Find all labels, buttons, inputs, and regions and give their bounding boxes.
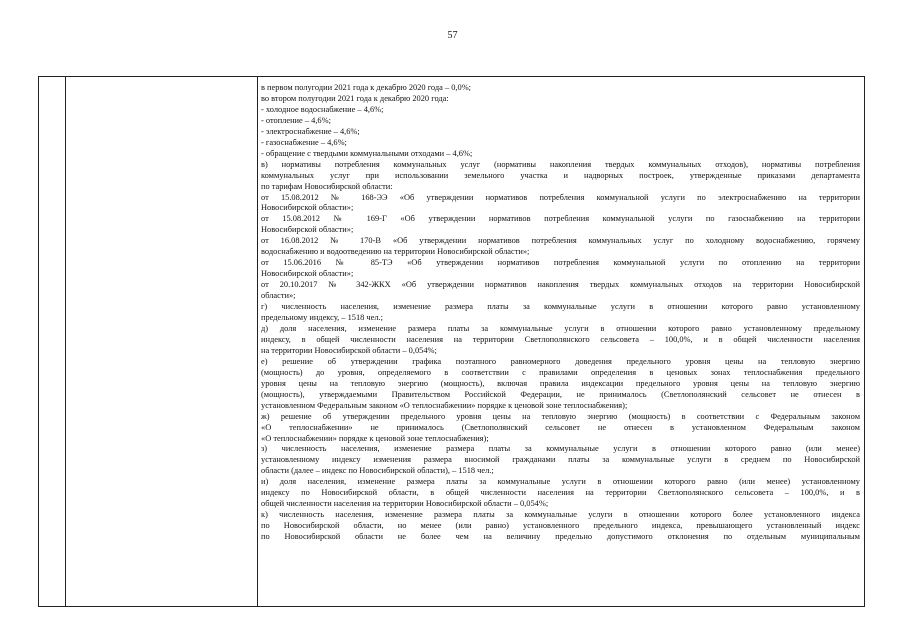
text-line: к) численность населения, изменение размера платы за коммунальные услуги в отношении которого более установленного индекса [261, 510, 860, 520]
text-line: общей численности населения на территории Новосибирской области – 0,054%; [261, 499, 549, 509]
text-line: установленном Федеральным законом «О теплоснабжении» порядке к ценовой зоне теплоснабжения); [261, 400, 628, 410]
table-column-name [65, 77, 258, 606]
text-line: (мощность) до уровня, определяемого в соответствии с правилами определения в ценовых зонах теплоснабжения предельного [261, 367, 860, 377]
text-line: ж) решение об утверждении предельного уровня цены на тепловую энергию (мощность) в соответствии с Федеральным законом [261, 411, 860, 421]
text-line: Новосибирской области»; [261, 225, 354, 235]
text-line: на территории Новосибирской области – 0,054%; [261, 345, 437, 355]
table-column-content [257, 77, 864, 606]
text-line: з) численность населения, изменение размера платы за коммунальные услуги в отношении которого равно (или менее) [261, 444, 860, 454]
text-line: по Новосибирской области, но менее (или равно) установленного предельного индекса, превышающего установленный индекс [261, 521, 860, 531]
text-line: от 15.06.2016 № 85-ТЭ «Об утверждении нормативов потребления коммунальной услуги по отоплению на территории [261, 258, 860, 268]
text-line: и) доля населения, изменение размера платы за коммунальные услуги в отношении которого равно (или менее) установленному [261, 477, 860, 487]
text-line: - холодное водоснабжение – 4,6%; [261, 104, 384, 114]
text-line: области»; [261, 291, 296, 301]
text-line: Новосибирской области»; [261, 269, 354, 279]
text-line: - газоснабжение – 4,6%; [261, 137, 347, 147]
text-line: в первом полугодии 2021 года к декабрю 2020 года – 0,0%; [261, 83, 471, 92]
text-line: индексу по Новосибирской области, в общей численности населения на территории Светлополянского сельсовета – 100,0%, и в [261, 488, 860, 498]
text-line: (мощность), утверждаемыми Правительством Российской Федерации, не принималось (Светлополянский сельсовет не отнесен в [261, 389, 860, 399]
text-line: г) численность населения, изменение размера платы за коммунальные услуги в отношении которого равно установленному [261, 302, 860, 312]
text-line: е) решение об утверждении графика поэтапного равномерного доведения предельного уровня цены на тепловую энергию [261, 356, 860, 366]
text-line: - отопление – 4,6%; [261, 115, 331, 125]
text-line: уровня цены на тепловую энергию (мощность), включая правила индексации предельного уровня цены на тепловую энергию [261, 378, 860, 388]
text-line: - обращение с твердыми коммунальными отходами – 4,6%; [261, 148, 473, 158]
text-line: по Новосибирской области не более чем на величину предельно допустимого отклонения по отдельным муниципальным [261, 532, 860, 542]
text-line: во втором полугодии 2021 года к декабрю 2020 года: [261, 93, 449, 103]
text-line: в) нормативы потребления коммунальных услуг (нормативы накопления твердых коммунальных отходов), нормативы потребления [261, 159, 860, 169]
text-line: «О теплоснабжении» не принималось (Светлополянский сельсовет не отнесен в установленном Федеральным законом [261, 422, 860, 432]
document-table [38, 76, 865, 607]
text-line: водоснабжению и водоотведению на территории Новосибирской области»; [261, 247, 530, 257]
text-line: установленному индексу изменения размера вносимой гражданами платы за коммунальные услуги в среднем по Новосибирской [261, 455, 860, 465]
text-line: области (далее – индекс по Новосибирской области), – 1518 чел.; [261, 466, 494, 476]
text-line: Новосибирской области»; [261, 203, 354, 213]
text-line: от 15.08.2012 № 169-Г «Об утверждении нормативов потребления коммунальной услуги по газоснабжению на территории [261, 214, 860, 224]
table-column-number [39, 77, 66, 606]
text-line: от 15.08.2012 № 168-ЭЭ «Об утверждении нормативов потребления коммунальной услуги по электроснабжению на территории [261, 192, 860, 202]
text-line: «О теплоснабжении» порядке к ценовой зоне теплоснабжения); [261, 433, 489, 443]
text-line: предельному индексу, – 1518 чел.; [261, 313, 383, 323]
text-line: коммунальных услуг при использовании земельного участка и надворных построек, утвержденные приказами департамента [261, 170, 860, 180]
text-line: от 16.08.2012 № 170-В «Об утверждении нормативов потребления коммунальных услуг по холодному водоснабжению, горячему [261, 236, 860, 246]
text-line: - электроснабжение – 4,6%; [261, 126, 360, 136]
text-line: индексу, в общей численности населения на территории Светлополянского сельсовета – 100,0%, и в общей численности населения [261, 334, 860, 344]
text-line: от 20.10.2017 № 342-ЖКХ «Об утверждении нормативов накопления твердых коммунальных отходов на территории Новосибирской [261, 280, 860, 290]
page-number: 57 [447, 30, 458, 41]
text-line: д) доля населения, изменение размера платы за коммунальные услуги в отношении которого равно установленному предельному [261, 323, 860, 333]
text-line: по тарифам Новосибирской области: [261, 181, 393, 191]
